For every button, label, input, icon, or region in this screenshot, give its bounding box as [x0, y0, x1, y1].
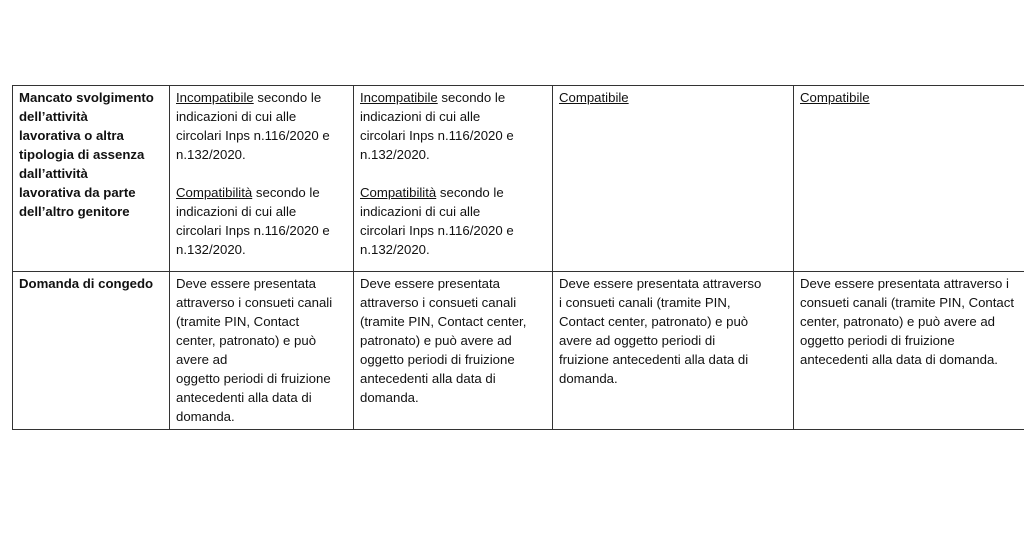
status-term: Compatibilità	[176, 185, 253, 200]
table-cell: Incompatibile secondo le indicazioni di cui alle circolari Inps n.116/2020 e n.132/2020. Compatibilità secondo le indicazioni di cui alle circolari Inps n.116/2020 e n.132/2020.	[354, 86, 553, 272]
table-cell: Incompatibile secondo le indicazioni di cui alle circolari Inps n.116/2020 e n.132/2020. Compatibilità secondo le indicazioni di cui alle circolari Inps n.116/2020 e n.132/2020.	[170, 86, 354, 272]
table-cell	[553, 86, 794, 272]
table-cell: Deve essere presentata attraverso i consueti canali (tramite PIN, Contact center, patronato) e può avere ad oggetto periodi di fruizione antecedenti alla data di domanda.	[553, 272, 794, 430]
status-term: Compatibilità	[360, 185, 437, 200]
status-term: Incompatibile	[360, 90, 438, 105]
table-row	[13, 86, 1024, 272]
comparison-table	[12, 85, 1024, 430]
row-header-absence: Mancato svolgimento dell’attività lavorativa o altra tipologia di assenza dall’attività lavorativa da parte dell’altro genitore	[13, 86, 170, 272]
table-row	[13, 272, 1024, 430]
table-cell	[794, 86, 1024, 272]
row-header-leave-request: Domanda di congedo	[13, 272, 170, 430]
status-term: Compatibile	[559, 90, 629, 105]
status-term: Incompatibile	[176, 90, 254, 105]
table-cell: Deve essere presentata attraverso i consueti canali (tramite PIN, Contact center, patronato) e può avere ad oggetto periodi di fruizione antecedenti alla data di domanda.	[170, 272, 354, 430]
status-term: Compatibile	[800, 90, 870, 105]
table-cell: Deve essere presentata attraverso i consueti canali (tramite PIN, Contact center, patronato) e può avere ad oggetto periodi di fruizione antecedenti alla data di domanda.	[794, 272, 1024, 430]
table-cell: Deve essere presentata attraverso i consueti canali (tramite PIN, Contact center, patronato) e può avere ad oggetto periodi di fruizione antecedenti alla data di domanda.	[354, 272, 553, 430]
